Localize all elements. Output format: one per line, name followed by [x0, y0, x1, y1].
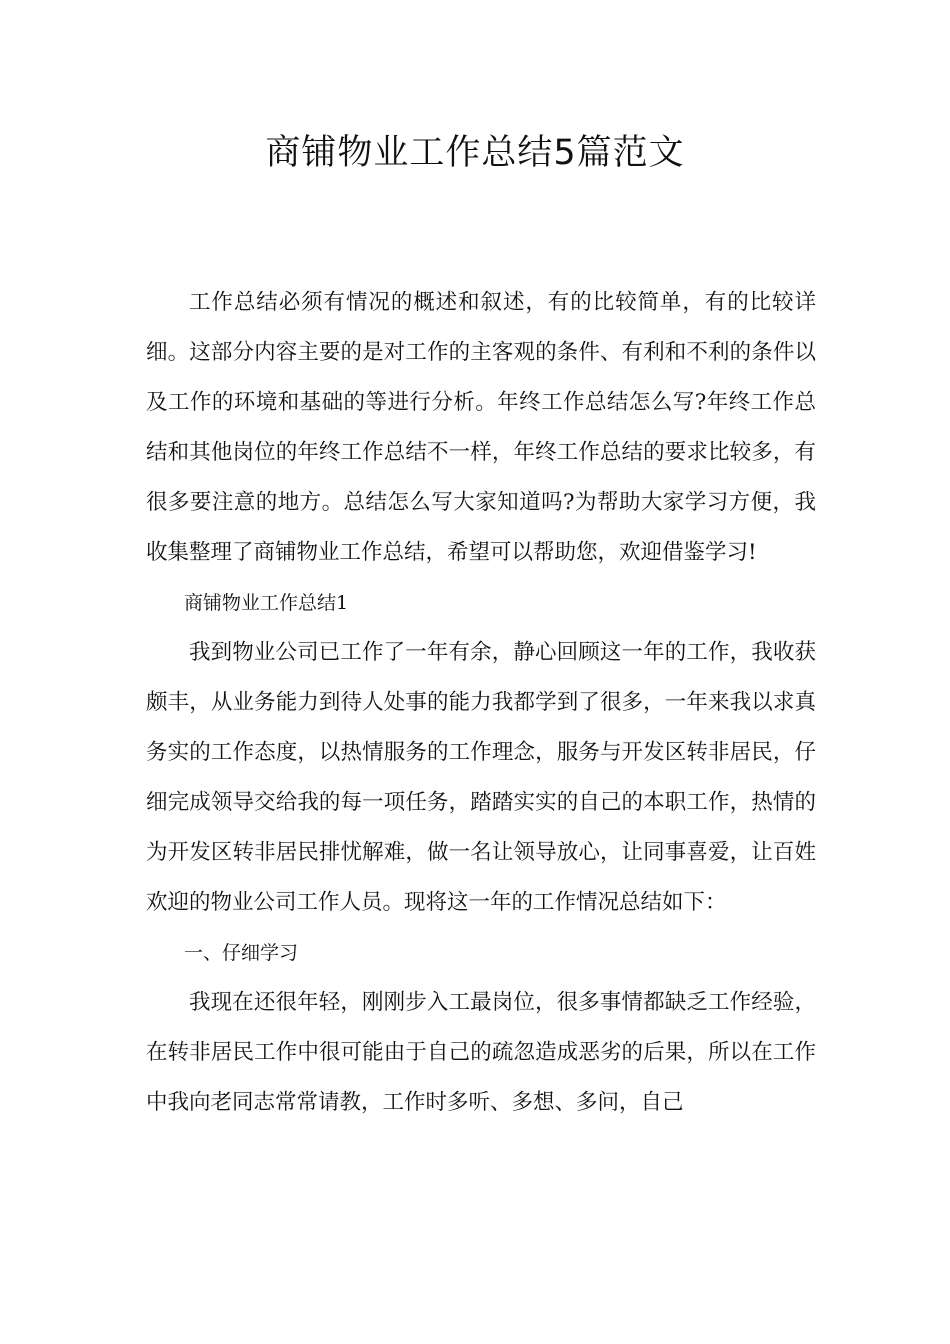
document-title: 商铺物业工作总结5篇范文: [265, 133, 685, 173]
intro-paragraph: 工作总结必须有情况的概述和叙述，有的比较简单，有的比较详细。这部分内容主要的是对工作的主客观的条件、有利和不利的条件以及工作的环境和基础的等进行分析。年终工作总结怎么写?年终工作总结和其他岗位的年终工作总结不一样，年终工作总结的要求比较多，有很多要注意的地方。总结怎么写大家知道吗?为帮助大家学习方便，我收集整理了商铺物业工作总结，希望可以帮助您，欢迎借鉴学习!: [146, 290, 816, 565]
summary-1-paragraph: 我到物业公司已工作了一年有余，静心回顾这一年的工作，我收获颇丰，从业务能力到待人处事的能力我都学到了很多，一年来我以求真务实的工作态度，以热情服务的工作理念，服务与开发区转非居民，仔细完成领导交给我的每一项任务，踏踏实实的自己的本职工作，热情的为开发区转非居民排忧解难，做一名让领导放心，让同事喜爱，让百姓欢迎的物业公司工作人员。现将这一年的工作情况总结如下：: [146, 640, 816, 915]
section-heading-summary-1: 商铺物业工作总结1: [184, 592, 349, 614]
document-body: [146, 278, 816, 1128]
section-heading-study: 一、仔细学习: [184, 942, 299, 964]
study-paragraph: 我现在还很年轻，刚刚步入工最岗位，很多事情都缺乏工作经验，在转非居民工作中很可能由于自己的疏忽造成恶劣的后果，所以在工作中我向老同志常常请教，工作时多听、多想、多问，自己: [146, 990, 816, 1115]
